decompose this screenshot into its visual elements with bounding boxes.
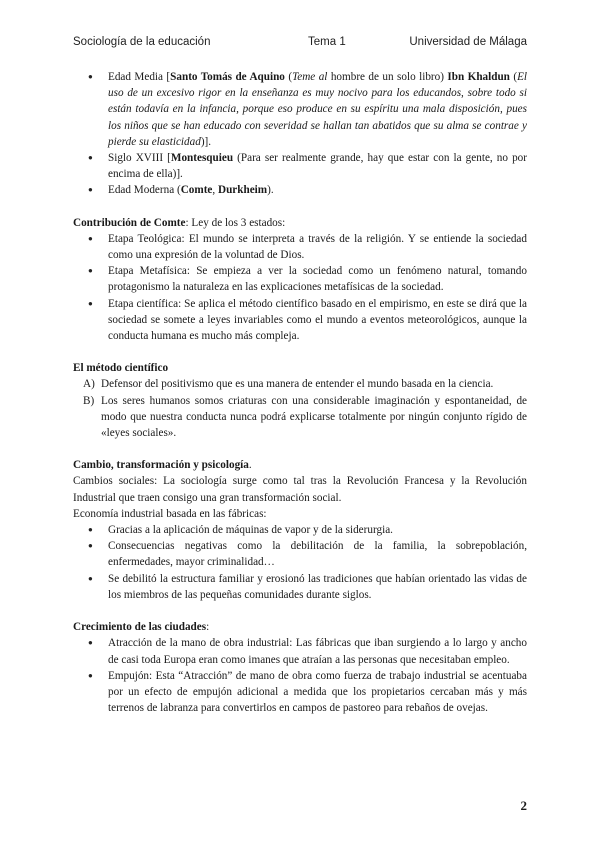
list-item [73,393,527,442]
page-header [73,36,527,52]
list-marker: A) [83,378,95,391]
text-run: Edad Media [ [108,71,171,83]
list-item: ● Empujón: Esta “Atracción” de mano de obra como fuerza de trabajo industrial se acentuaba por un efecto de empujón adicional a medida que los propietarios cercaban más y más terrenos de labranza para convertirlos en campos de pastoreo para rebaños de ovejas. [73,668,527,717]
author-name: Ibn Khaldun [447,71,510,83]
section-heading-cambio [73,457,527,473]
page-number: 2 [520,798,527,813]
heading-rest: : [206,621,210,634]
author-name: Santo Tomás de Aquino [170,71,285,83]
text-run: Siglo XVIII [ [108,152,171,165]
text-run: ). [267,184,274,197]
quote-text: El uso de un excesivo rigor en la enseñanza es muy nocivo para los educandos, sobre todo si están todavía en la infancia, porque eso produce en su espíritu una mala disposición, pues los niños que se han educado con severidad se hallan tan abatidos que su alma se contrae y pierde su elasticidad [108,71,528,148]
list-marker: B) [83,394,95,407]
list-item: ● Gracias a la aplicación de máquinas de vapor y de la siderurgia. [73,522,527,538]
author-name: Montesquieu [170,152,234,165]
text-run: )]. [200,135,212,148]
header-course-title: Sociología de la educación [73,36,211,48]
page-content [73,69,527,716]
heading-bold: Contribución de Comte [73,216,186,229]
list-item: ● Etapa científica: Se aplica el método científico basado en el empirismo, en este se dirá que la sociedad se somete a leyes invariables como el mundo a eventos meteorológicos, aunque la conducta humana es mucho más compleja. [73,296,527,345]
author-name: Durkheim [217,184,268,197]
list-text: Defensor del positivismo que es una manera de entender el mundo basada en la ciencia. [101,378,494,391]
text-run: hombre de un solo libro) [327,71,448,83]
section-heading-ciudades [73,619,527,635]
metodo-list [73,376,527,441]
list-item-edad-media [73,69,527,150]
author-name: Comte [180,184,213,197]
header-topic: Tema 1 [308,36,346,48]
heading-bold: Cambio, transformación y psicología [73,459,249,472]
text-run: , [212,184,218,197]
list-item: ● Atracción de la mano de obra industrial: Las fábricas que iban surgiendo a lo largo y ancho de casi toda Europa eran como imanes que atraían a las personas que necesitaban empleo. [73,635,527,667]
text-run: ( [284,71,293,83]
quote-text: Teme al [292,71,328,83]
list-item: ● Consecuencias negativas como la debilitación de la familia, la sobrepoblación, enfermedades, mayor criminalidad… [73,538,527,570]
comte-stages-list [73,231,527,344]
history-list [73,69,527,199]
text-run: Edad Moderna ( [108,184,181,197]
cambio-list [73,522,527,603]
heading-rest: : Ley de los 3 estados: [185,216,286,229]
header-university: Universidad de Málaga [409,36,527,48]
list-item [73,376,527,392]
text-run: ( [509,71,518,83]
list-item-siglo-xviii [73,150,527,182]
list-text: Los seres humanos somos criaturas con una considerable imaginación y espontaneidad, de modo que nuestra conducta nunca podrá explicarse totalmente por ningún conjunto rígido de «leyes sociales». [101,394,527,440]
section-heading-metodo: El método científico [73,362,169,375]
list-item: ● Etapa Metafísica: Se empieza a ver la sociedad como un fenómeno natural, tomando protagonismo la naturaleza en las explicaciones metafísicas de la sociedad. [73,263,527,295]
list-item: ● Etapa Teológica: El mundo se interpreta a través de la religión. Y se entiende la sociedad como una expresión de la voluntad de Dios. [73,231,527,263]
heading-rest: . [248,459,252,472]
list-item-edad-moderna [73,182,527,198]
heading-bold: Crecimiento de las ciudades [73,621,207,634]
section-heading-comte [73,215,527,231]
paragraph: Economía industrial basada en las fábricas: [73,507,267,520]
text-run: (Para ser realmente grande, hay que estar con la gente, no por encima de ella)]. [108,152,528,181]
paragraph: Cambios sociales: La sociología surge como tal tras la Revolución Francesa y la Revolución Industrial que traen consigo una gran transformación social. [73,475,527,504]
list-item: ● Se debilitó la estructura familiar y erosionó las tradiciones que habían orientado las vidas de los miembros de las pequeñas comunidades durante siglos. [73,571,527,603]
ciudades-list [73,635,527,716]
